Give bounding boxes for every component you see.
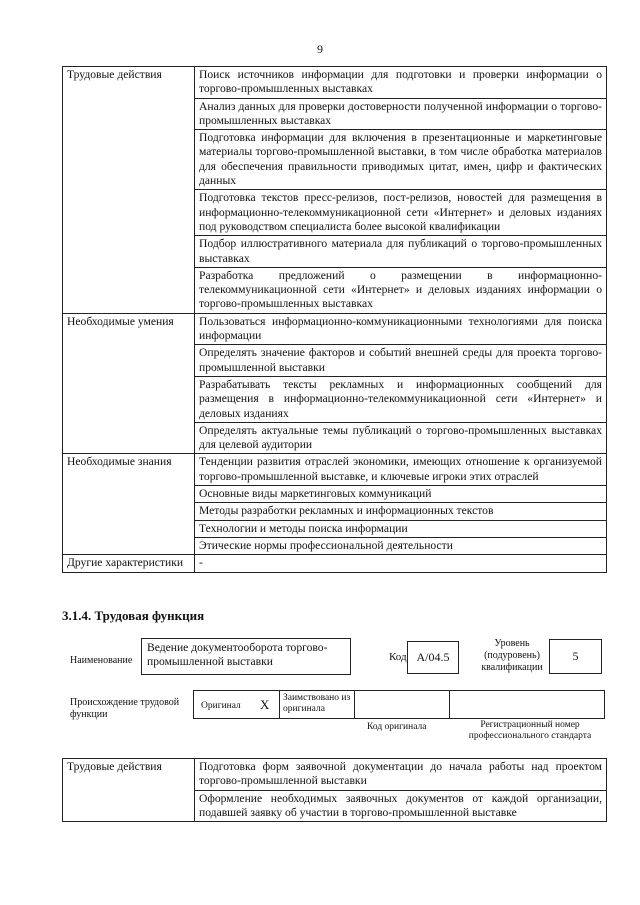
row-item: Разработка предложений о размещении в информационно-телекоммуникационной сети «Интернет» и деловых изданиях информации о торгово-промышленных выставках bbox=[195, 267, 607, 313]
row-item: Подготовка текстов пресс-релизов, пост-релизов, новостей для размещения в информационно-телекоммуникационной сети «Интернет» и деловых изданиях под руководством специалиста более высокой квалификации bbox=[195, 190, 607, 236]
row-item: Подготовка форм заявочной документации до начала работы над проектом торгово-промышленной выставки bbox=[195, 759, 607, 791]
page-number: 9 bbox=[317, 42, 323, 56]
row-item: Поиск источников информации для подготовки и проверки информации о торгово-промышленных выставках bbox=[195, 67, 607, 99]
table-row bbox=[63, 555, 607, 572]
code-label: Код bbox=[389, 651, 407, 663]
table-row bbox=[63, 313, 607, 345]
orig-code-cell bbox=[354, 691, 450, 718]
row-group-label: Трудовые действия bbox=[63, 67, 195, 314]
row-item: Технологии и методы поиска информации bbox=[195, 520, 607, 537]
row-item: Этические нормы профессиональной деятельности bbox=[195, 537, 607, 554]
level-value: 5 bbox=[572, 649, 579, 663]
row-item: Определять актуальные темы публикаций о торгово-промышленных выставках для целевой аудитории bbox=[195, 422, 607, 454]
code-box bbox=[407, 641, 459, 674]
table-row bbox=[63, 454, 607, 486]
code-value: A/04.5 bbox=[416, 650, 450, 664]
name-box bbox=[141, 638, 351, 675]
row-group-label: Трудовые действия bbox=[63, 759, 195, 822]
name-label: Наименование bbox=[70, 655, 133, 666]
row-item: Подбор иллюстративного материала для публикаций о торгово-промышленных выставках bbox=[195, 236, 607, 268]
row-item: Пользоваться информационно-коммуникационными технологиями для поиска информации bbox=[195, 313, 607, 345]
original-cell bbox=[194, 691, 280, 718]
row-group-label: Необходимые знания bbox=[63, 454, 195, 555]
row-item: Подготовка информации для включения в презентационные и маркетинговые материалы торгово-промышленной выставки, в том числе обработка материалов для обеспечения правильности приводимых цитат, имен, цифр и фактических данных bbox=[195, 130, 607, 190]
row-group-label: Другие характеристики bbox=[63, 555, 195, 572]
row-item: Тенденции развития отраслей экономики, имеющих отношение к организуемой торгово-промышленной выставке, и ключевые игроки этих отраслей bbox=[195, 454, 607, 486]
row-item: Анализ данных для проверки достоверности полученной информации о торгово-промышленных выставках bbox=[195, 98, 607, 130]
table-row bbox=[63, 67, 607, 99]
table-row bbox=[63, 759, 607, 791]
row-item: - bbox=[195, 555, 607, 572]
row-item: Методы разработки рекламных и информационных текстов bbox=[195, 503, 607, 520]
row-group-label: Необходимые умения bbox=[63, 313, 195, 454]
name-value: Ведение документооборота торгово-промышленной выставки bbox=[147, 641, 328, 668]
competency-table bbox=[62, 66, 607, 573]
original-label: Оригинал bbox=[201, 701, 241, 711]
borrowed-label: Заимствовано из оригинала bbox=[283, 693, 351, 714]
labor-actions-table bbox=[62, 758, 607, 822]
origin-label: Происхождение трудовой функции bbox=[70, 697, 180, 720]
row-item: Оформление необходимых заявочных документов от каждой организации, подавшей заявку об участии в торгово-промышленной выставке bbox=[195, 790, 607, 822]
section-title: 3.1.4. Трудовая функция bbox=[62, 608, 205, 623]
row-item: Разрабатывать тексты рекламных и информационных сообщений для размещения в информационно-телекоммуникационной сети «Интернет» и деловых изданиях bbox=[195, 376, 607, 422]
level-label: Уровень (подуровень) квалификации bbox=[481, 638, 543, 673]
original-mark: X bbox=[260, 697, 270, 712]
level-box bbox=[549, 639, 602, 674]
orig-code-label: Код оригинала bbox=[367, 722, 427, 732]
row-item: Определять значение факторов и событий внешней среды для проекта торгово-промышленной выставки bbox=[195, 345, 607, 377]
row-item: Основные виды маркетинговых коммуникаций bbox=[195, 486, 607, 503]
reg-number-label: Регистрационный номер профессионального стандарта bbox=[468, 720, 592, 741]
origin-box bbox=[193, 690, 605, 719]
